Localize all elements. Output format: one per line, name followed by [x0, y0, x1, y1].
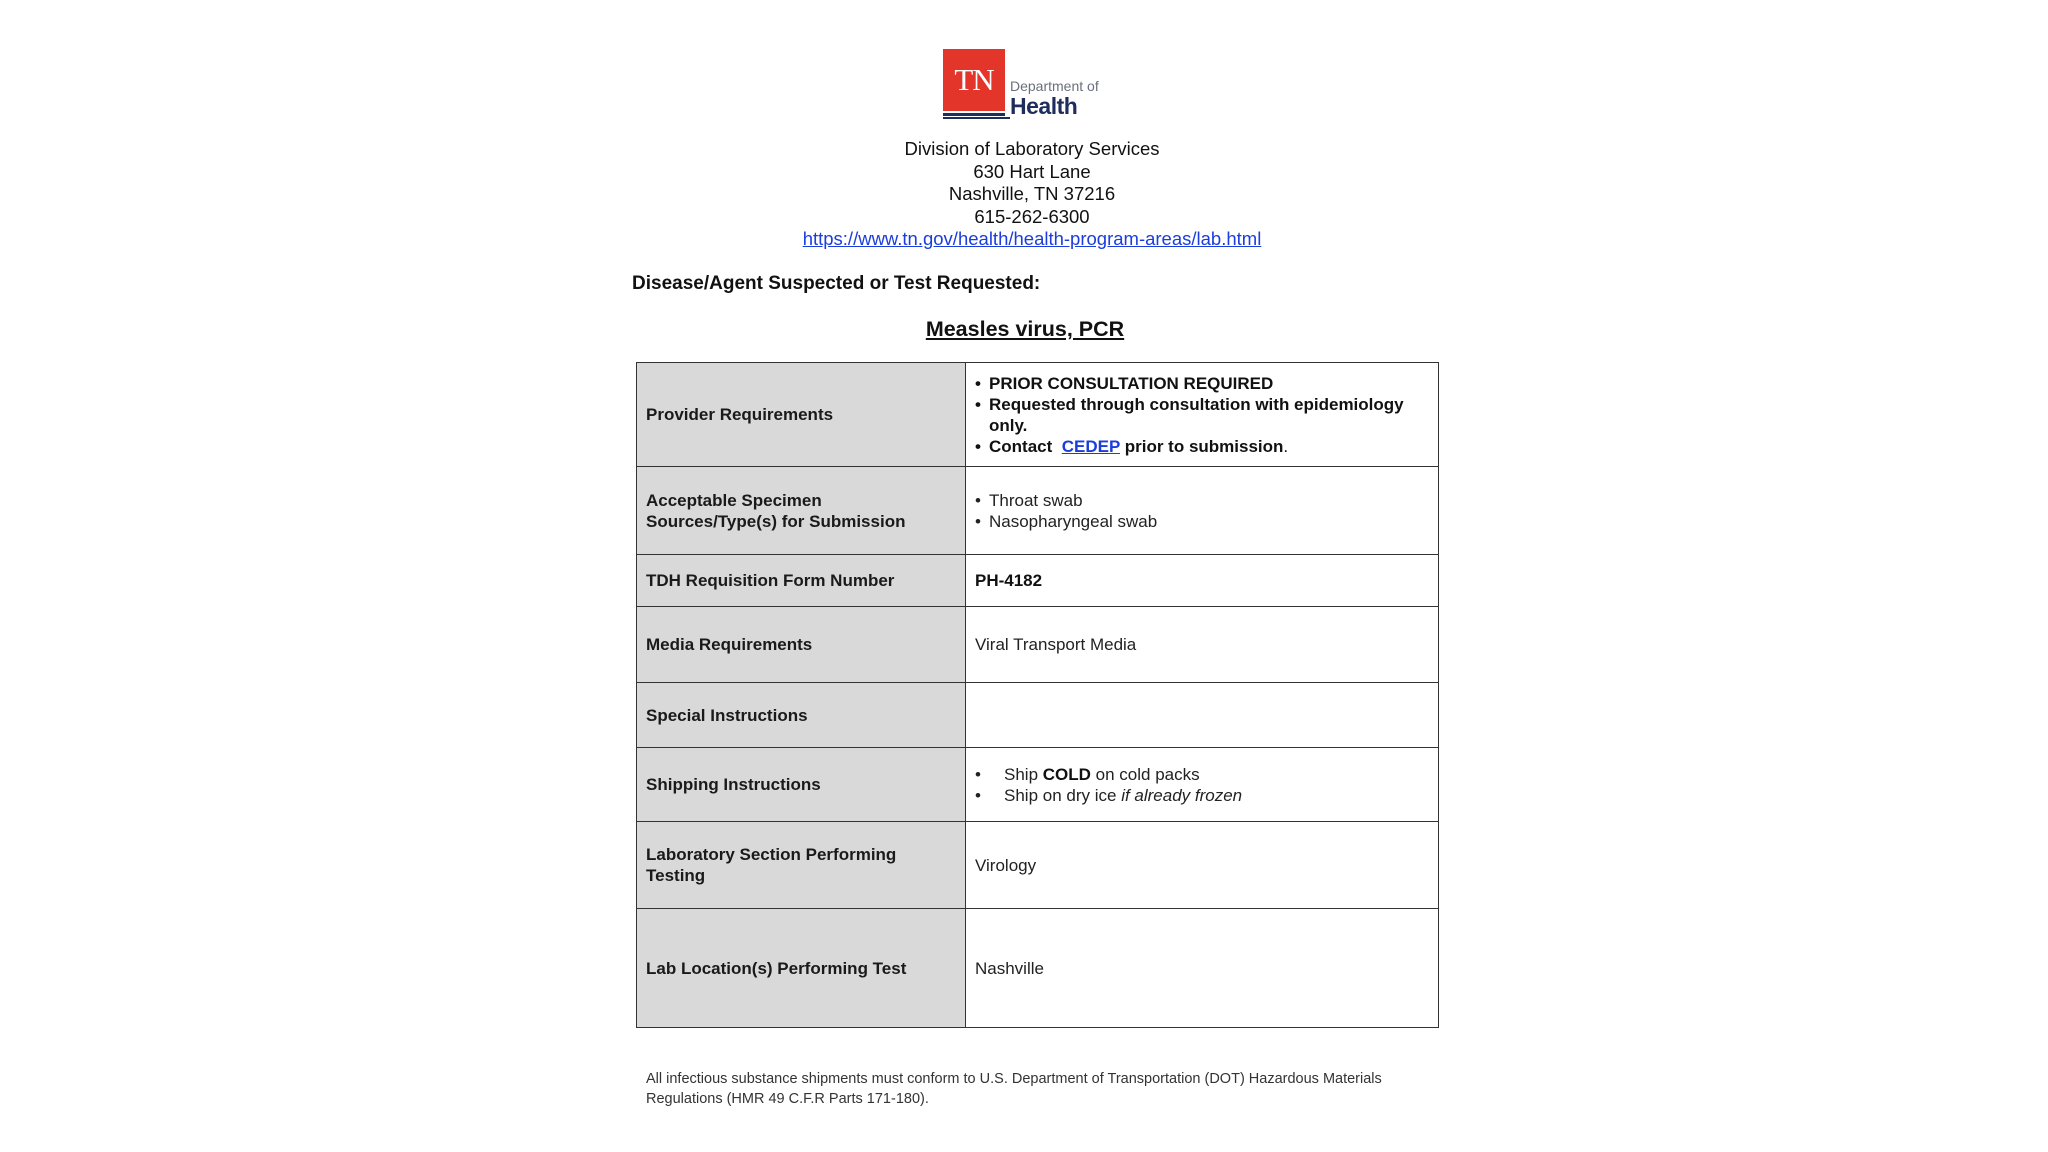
- shipping-text: Ship on dry ice: [1004, 785, 1117, 805]
- special-instructions-label: Special Instructions: [637, 683, 966, 748]
- shipping-instructions-label: Shipping Instructions: [637, 748, 966, 822]
- phone-number: 615-262-6300: [974, 205, 1090, 227]
- dot-regulation-note: All infectious substance shipments must conform to U.S. Department of Transportation (DOT) Hazardous Materials Regulations (HMR 49 C.F.R Parts 171-180).: [646, 1071, 1382, 1107]
- lab-address-block: [0, 138, 2048, 251]
- special-instructions-value: [966, 683, 1439, 748]
- list-item: • PRIOR CONSULTATION REQUIRED: [975, 373, 1429, 394]
- contact-prefix: Contact: [989, 436, 1053, 456]
- shipping-instructions-value: [966, 748, 1439, 822]
- table-row-special: [637, 683, 1439, 748]
- shipping-instructions-list: [975, 764, 1429, 806]
- table-row-specimen: [637, 467, 1439, 555]
- list-item: • Requested through consultation with epidemiology only.: [975, 394, 1429, 436]
- logo-underline-thin: [943, 117, 1005, 119]
- table-row-provider: [637, 363, 1439, 467]
- requisition-form-value: PH-4182: [966, 555, 1439, 607]
- provider-requirements-label: Provider Requirements: [637, 363, 966, 467]
- lab-website-link[interactable]: https://www.tn.gov/health/health-program-areas/lab.html: [802, 228, 1262, 249]
- contact-suffix: prior to submission: [1124, 436, 1284, 456]
- city-state-zip: Nashville, TN 37216: [948, 183, 1116, 204]
- specimen-sources-list: [975, 490, 1429, 532]
- lab-section-value: Virology: [966, 822, 1439, 909]
- shipping-emphasis: COLD: [1042, 764, 1091, 784]
- table-row-location: [637, 909, 1439, 1028]
- logo-underline: [943, 113, 1005, 116]
- lab-location-label: Lab Location(s) Performing Test: [637, 909, 966, 1028]
- shipping-italic: if already frozen: [1121, 785, 1243, 805]
- media-requirements-value: Viral Transport Media: [966, 607, 1439, 683]
- list-item: [975, 764, 1429, 785]
- logo-health-text: Health: [1010, 93, 1078, 119]
- requirements-table: [636, 362, 1439, 1028]
- contact-period: .: [1283, 436, 1289, 456]
- disease-agent-label: Disease/Agent Suspected or Test Requested:: [632, 273, 1041, 294]
- provider-requirements-value: [966, 363, 1439, 467]
- media-requirements-label: Media Requirements: [637, 607, 966, 683]
- tn-logo-abbrev: TN: [954, 62, 994, 97]
- shipping-text: Ship: [1004, 764, 1039, 784]
- lab-location-value: Nashville: [966, 909, 1439, 1028]
- logo-dept-text: Department of: [1010, 78, 1099, 94]
- table-row-media: [637, 607, 1439, 683]
- list-item: • Nasopharyngeal swab: [975, 511, 1429, 532]
- cedep-link[interactable]: CEDEP: [1061, 436, 1120, 456]
- specimen-sources-label: Acceptable Specimen Sources/Type(s) for Submission: [637, 467, 966, 555]
- test-title: Measles virus, PCR: [925, 317, 1125, 341]
- lab-section-label: Laboratory Section Performing Testing: [637, 822, 966, 909]
- list-item: [975, 436, 1429, 457]
- table-row-shipping: [637, 748, 1439, 822]
- specimen-sources-value: [966, 467, 1439, 555]
- shipping-text: on cold packs: [1095, 764, 1200, 784]
- division-name: Division of Laboratory Services: [904, 138, 1160, 159]
- requisition-form-label: TDH Requisition Form Number: [637, 555, 966, 607]
- list-item: • Throat swab: [975, 490, 1429, 511]
- street-address: 630 Hart Lane: [973, 160, 1091, 182]
- table-row-form: [637, 555, 1439, 607]
- list-item: [975, 785, 1429, 806]
- provider-requirements-list: [975, 373, 1429, 457]
- tn-health-logo: [943, 49, 1113, 119]
- table-row-section: [637, 822, 1439, 909]
